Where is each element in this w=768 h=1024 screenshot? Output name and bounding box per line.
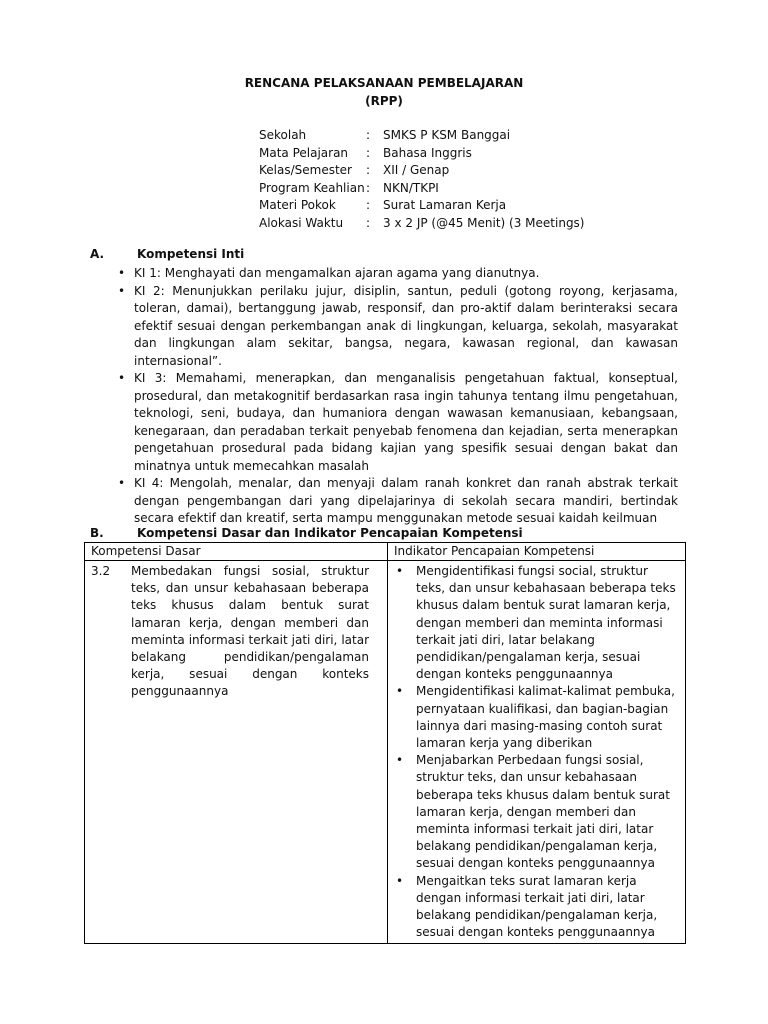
bullet-icon: • [396, 873, 404, 888]
info-colon: : [366, 215, 371, 230]
table-row [85, 561, 686, 944]
document-title: RENCANA PELAKSANAAN PEMBELAJARAN [244, 76, 524, 90]
column-header: Indikator Pencapaian Kompetensi [388, 543, 686, 561]
kd-text: Membedakan fungsi sosial, struktur teks, dan unsur kebahasaan beberapa teks khusus dalam bentuk surat lamaran kerja, dengan memberi dan meminta informasi terkait jati diri, latar belakang pendidikan/pengalaman kerja, sesuai dengan konteks penggunaannya [131, 564, 369, 699]
info-row [259, 215, 585, 233]
info-label: Sekolah [259, 128, 307, 142]
info-row [259, 162, 585, 180]
list-item [118, 283, 678, 371]
info-row [259, 127, 585, 145]
list-item-text: KI 4: Mengolah, menalar, dan menyaji dalam ranah konkret dan ranah abstrak terkait dengan pengembangan dari yang dipelajarinya di sekolah secara mandiri, bertindak secara efektif dan kreatif, serta mampu menggunakan metode sesuai kaidah keilmuan [134, 476, 678, 525]
section-number: A. [90, 247, 105, 261]
info-label: Program Keahlian [259, 180, 365, 195]
section-title: Kompetensi Inti [137, 247, 245, 261]
bullet-icon: • [396, 564, 404, 578]
list-item-text: Mengidentifikasi kalimat-kalimat pembuka, pernyataan kualifikasi, dan bagian-bagian lainnya dari masing-masing contoh surat lamaran kerja yang diberikan [416, 684, 675, 751]
bullet-icon: • [396, 753, 404, 768]
bullet-icon: • [396, 684, 404, 699]
info-colon: : [366, 198, 371, 212]
list-item [394, 752, 679, 872]
info-colon: : [366, 128, 371, 142]
section-title: Kompetensi Dasar dan Indikator Pencapaian Kompetensi [137, 526, 523, 540]
info-colon: : [366, 180, 371, 195]
info-label: Materi Pokok [259, 198, 336, 212]
info-label: Kelas/Semester [259, 163, 352, 177]
bullet-icon: • [118, 283, 126, 298]
kompetensi-dasar-cell [85, 561, 388, 944]
info-label: Alokasi Waktu [259, 215, 344, 230]
column-header: Kompetensi Dasar [85, 543, 388, 561]
info-table [259, 127, 585, 232]
list-item-text: KI 1: Menghayati dan mengamalkan ajaran agama yang dianutnya. [134, 266, 540, 280]
list-item [118, 265, 678, 283]
info-value: XII / Genap [383, 163, 450, 177]
info-row [259, 197, 585, 215]
bullet-icon: • [118, 476, 126, 490]
list-item-text: KI 3: Memahami, menerapkan, dan menganalisis pengetahuan faktual, konseptual, prosedural, dan metakognitif berdasarkan rasa ingin tahunya tentang ilmu pengetahuan, teknologi, seni, budaya, dan humaniora dengan wawasan kemanusiaan, kebangsaan, kenegaraan, dan peradaban terkait penyebab fenomena dan kejadian, serta menerapkan pengetahuan prosedural pada bidang kajian yang spesifik sesuai dengan bakat dan minatnya untuk memecahkan masalah [134, 371, 678, 473]
info-value: NKN/TKPI [383, 180, 439, 195]
indikator-cell [388, 561, 686, 944]
list-item [118, 475, 678, 528]
info-colon: : [366, 163, 371, 177]
kompetensi-inti-list [118, 265, 678, 528]
kompetensi-table [84, 542, 686, 944]
kd-number: 3.2 [91, 564, 111, 578]
list-item [118, 370, 678, 475]
list-item-text: Mengidentifikasi fungsi social, struktur teks, dan unsur kebahasaan beberapa teks khusus dalam bentuk surat lamaran kerja, dengan memberi dan meminta informasi terkait jati diri, latar belakang pendidikan/pengalaman kerja, sesuai dengan konteks penggunaannya [416, 564, 676, 682]
list-item [394, 563, 679, 683]
list-item [394, 873, 679, 942]
list-item-text: Mengaitkan teks surat lamaran kerja dengan informasi terkait jati diri, latar belakang pendidikan/pengalaman kerja, sesuai dengan konteks penggunaannya [416, 873, 658, 940]
list-item [394, 683, 679, 752]
table-header-row [85, 543, 686, 561]
info-value: Surat Lamaran Kerja [383, 198, 507, 212]
info-value: SMKS P KSM Banggai [383, 128, 511, 142]
info-row [259, 180, 585, 198]
indicator-list [394, 563, 679, 941]
document-subtitle: (RPP) [365, 94, 403, 108]
info-colon: : [366, 145, 371, 160]
bullet-icon: • [118, 371, 126, 385]
section-number: B. [90, 526, 104, 540]
info-value: Bahasa Inggris [383, 145, 472, 160]
list-item-text: Menjabarkan Perbedaan fungsi sosial, struktur teks, dan unsur kebahasaan beberapa teks khusus dalam bentuk surat lamaran kerja, dengan memberi dan meminta informasi terkait jati diri, latar belakang pendidikan/pengalaman kerja, sesuai dengan konteks penggunaannya [416, 753, 670, 871]
info-label: Mata Pelajaran [259, 145, 349, 160]
info-value: 3 x 2 JP (@45 Menit) (3 Meetings) [383, 215, 585, 230]
info-row [259, 145, 585, 163]
bullet-icon: • [118, 266, 126, 280]
list-item-text: KI 2: Menunjukkan perilaku jujur, disiplin, santun, peduli (gotong royong, kerjasama, toleran, damai), bertanggung jawab, responsif, dan pro-aktif dalam berinteraksi secara efektif sesuai dengan perkembangan anak di lingkungan, keluarga, sekolah, masyarakat dan lingkungan alam sekitar, bangsa, negara, kawasan regional, dan kawasan internasional”. [134, 283, 678, 368]
